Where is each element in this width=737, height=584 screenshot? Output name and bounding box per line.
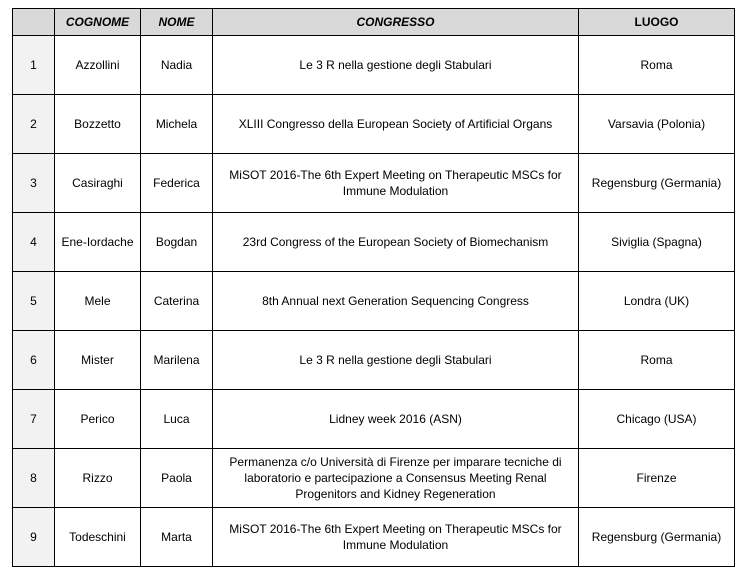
cell-luogo: Roma — [579, 36, 735, 95]
cell-cognome: Ene-Iordache — [55, 213, 141, 272]
cell-congresso: Lidney week 2016 (ASN) — [213, 390, 579, 449]
cell-nome: Marta — [141, 508, 213, 567]
cell-nome: Paola — [141, 449, 213, 508]
cell-nome: Bogdan — [141, 213, 213, 272]
cell-cognome: Mister — [55, 331, 141, 390]
table-row — [13, 449, 735, 508]
cell-cognome: Perico — [55, 390, 141, 449]
cell-luogo: Siviglia (Spagna) — [579, 213, 735, 272]
table-row — [13, 508, 735, 567]
cell-luogo: Londra (UK) — [579, 272, 735, 331]
table-row — [13, 154, 735, 213]
row-number: 5 — [13, 272, 55, 331]
cell-cognome: Bozzetto — [55, 95, 141, 154]
cell-congresso: Le 3 R nella gestione degli Stabulari — [213, 331, 579, 390]
table-row — [13, 331, 735, 390]
row-number: 4 — [13, 213, 55, 272]
table-row — [13, 272, 735, 331]
header-nome: NOME — [141, 9, 213, 36]
table-row — [13, 36, 735, 95]
cell-nome: Caterina — [141, 272, 213, 331]
cell-luogo: Regensburg (Germania) — [579, 154, 735, 213]
cell-congresso: MiSOT 2016-The 6th Expert Meeting on Therapeutic MSCs for Immune Modulation — [213, 508, 579, 567]
table-row — [13, 95, 735, 154]
cell-congresso: XLIII Congresso della European Society of Artificial Organs — [213, 95, 579, 154]
cell-congresso: Permanenza c/o Università di Firenze per imparare tecniche di laboratorio e partecipazione a Consensus Meeting Renal Progenitors and Kidney Regeneration — [213, 449, 579, 508]
row-number: 8 — [13, 449, 55, 508]
cell-luogo: Regensburg (Germania) — [579, 508, 735, 567]
row-number: 6 — [13, 331, 55, 390]
cell-cognome: Rizzo — [55, 449, 141, 508]
cell-nome: Marilena — [141, 331, 213, 390]
cell-nome: Michela — [141, 95, 213, 154]
row-number: 2 — [13, 95, 55, 154]
row-number: 7 — [13, 390, 55, 449]
header-congresso: CONGRESSO — [213, 9, 579, 36]
row-number: 1 — [13, 36, 55, 95]
cell-cognome: Mele — [55, 272, 141, 331]
cell-cognome: Casiraghi — [55, 154, 141, 213]
cell-cognome: Todeschini — [55, 508, 141, 567]
header-row — [13, 9, 735, 36]
cell-luogo: Chicago (USA) — [579, 390, 735, 449]
congress-table — [12, 8, 735, 567]
cell-nome: Federica — [141, 154, 213, 213]
cell-cognome: Azzollini — [55, 36, 141, 95]
cell-luogo: Firenze — [579, 449, 735, 508]
table-row — [13, 390, 735, 449]
header-number — [13, 9, 55, 36]
cell-luogo: Roma — [579, 331, 735, 390]
cell-congresso: MiSOT 2016-The 6th Expert Meeting on Therapeutic MSCs for Immune Modulation — [213, 154, 579, 213]
cell-nome: Luca — [141, 390, 213, 449]
cell-congresso: 23rd Congress of the European Society of Biomechanism — [213, 213, 579, 272]
header-luogo: LUOGO — [579, 9, 735, 36]
cell-nome: Nadia — [141, 36, 213, 95]
table-row — [13, 213, 735, 272]
row-number: 3 — [13, 154, 55, 213]
cell-congresso: Le 3 R nella gestione degli Stabulari — [213, 36, 579, 95]
row-number: 9 — [13, 508, 55, 567]
cell-congresso: 8th Annual next Generation Sequencing Congress — [213, 272, 579, 331]
cell-luogo: Varsavia (Polonia) — [579, 95, 735, 154]
header-cognome: COGNOME — [55, 9, 141, 36]
